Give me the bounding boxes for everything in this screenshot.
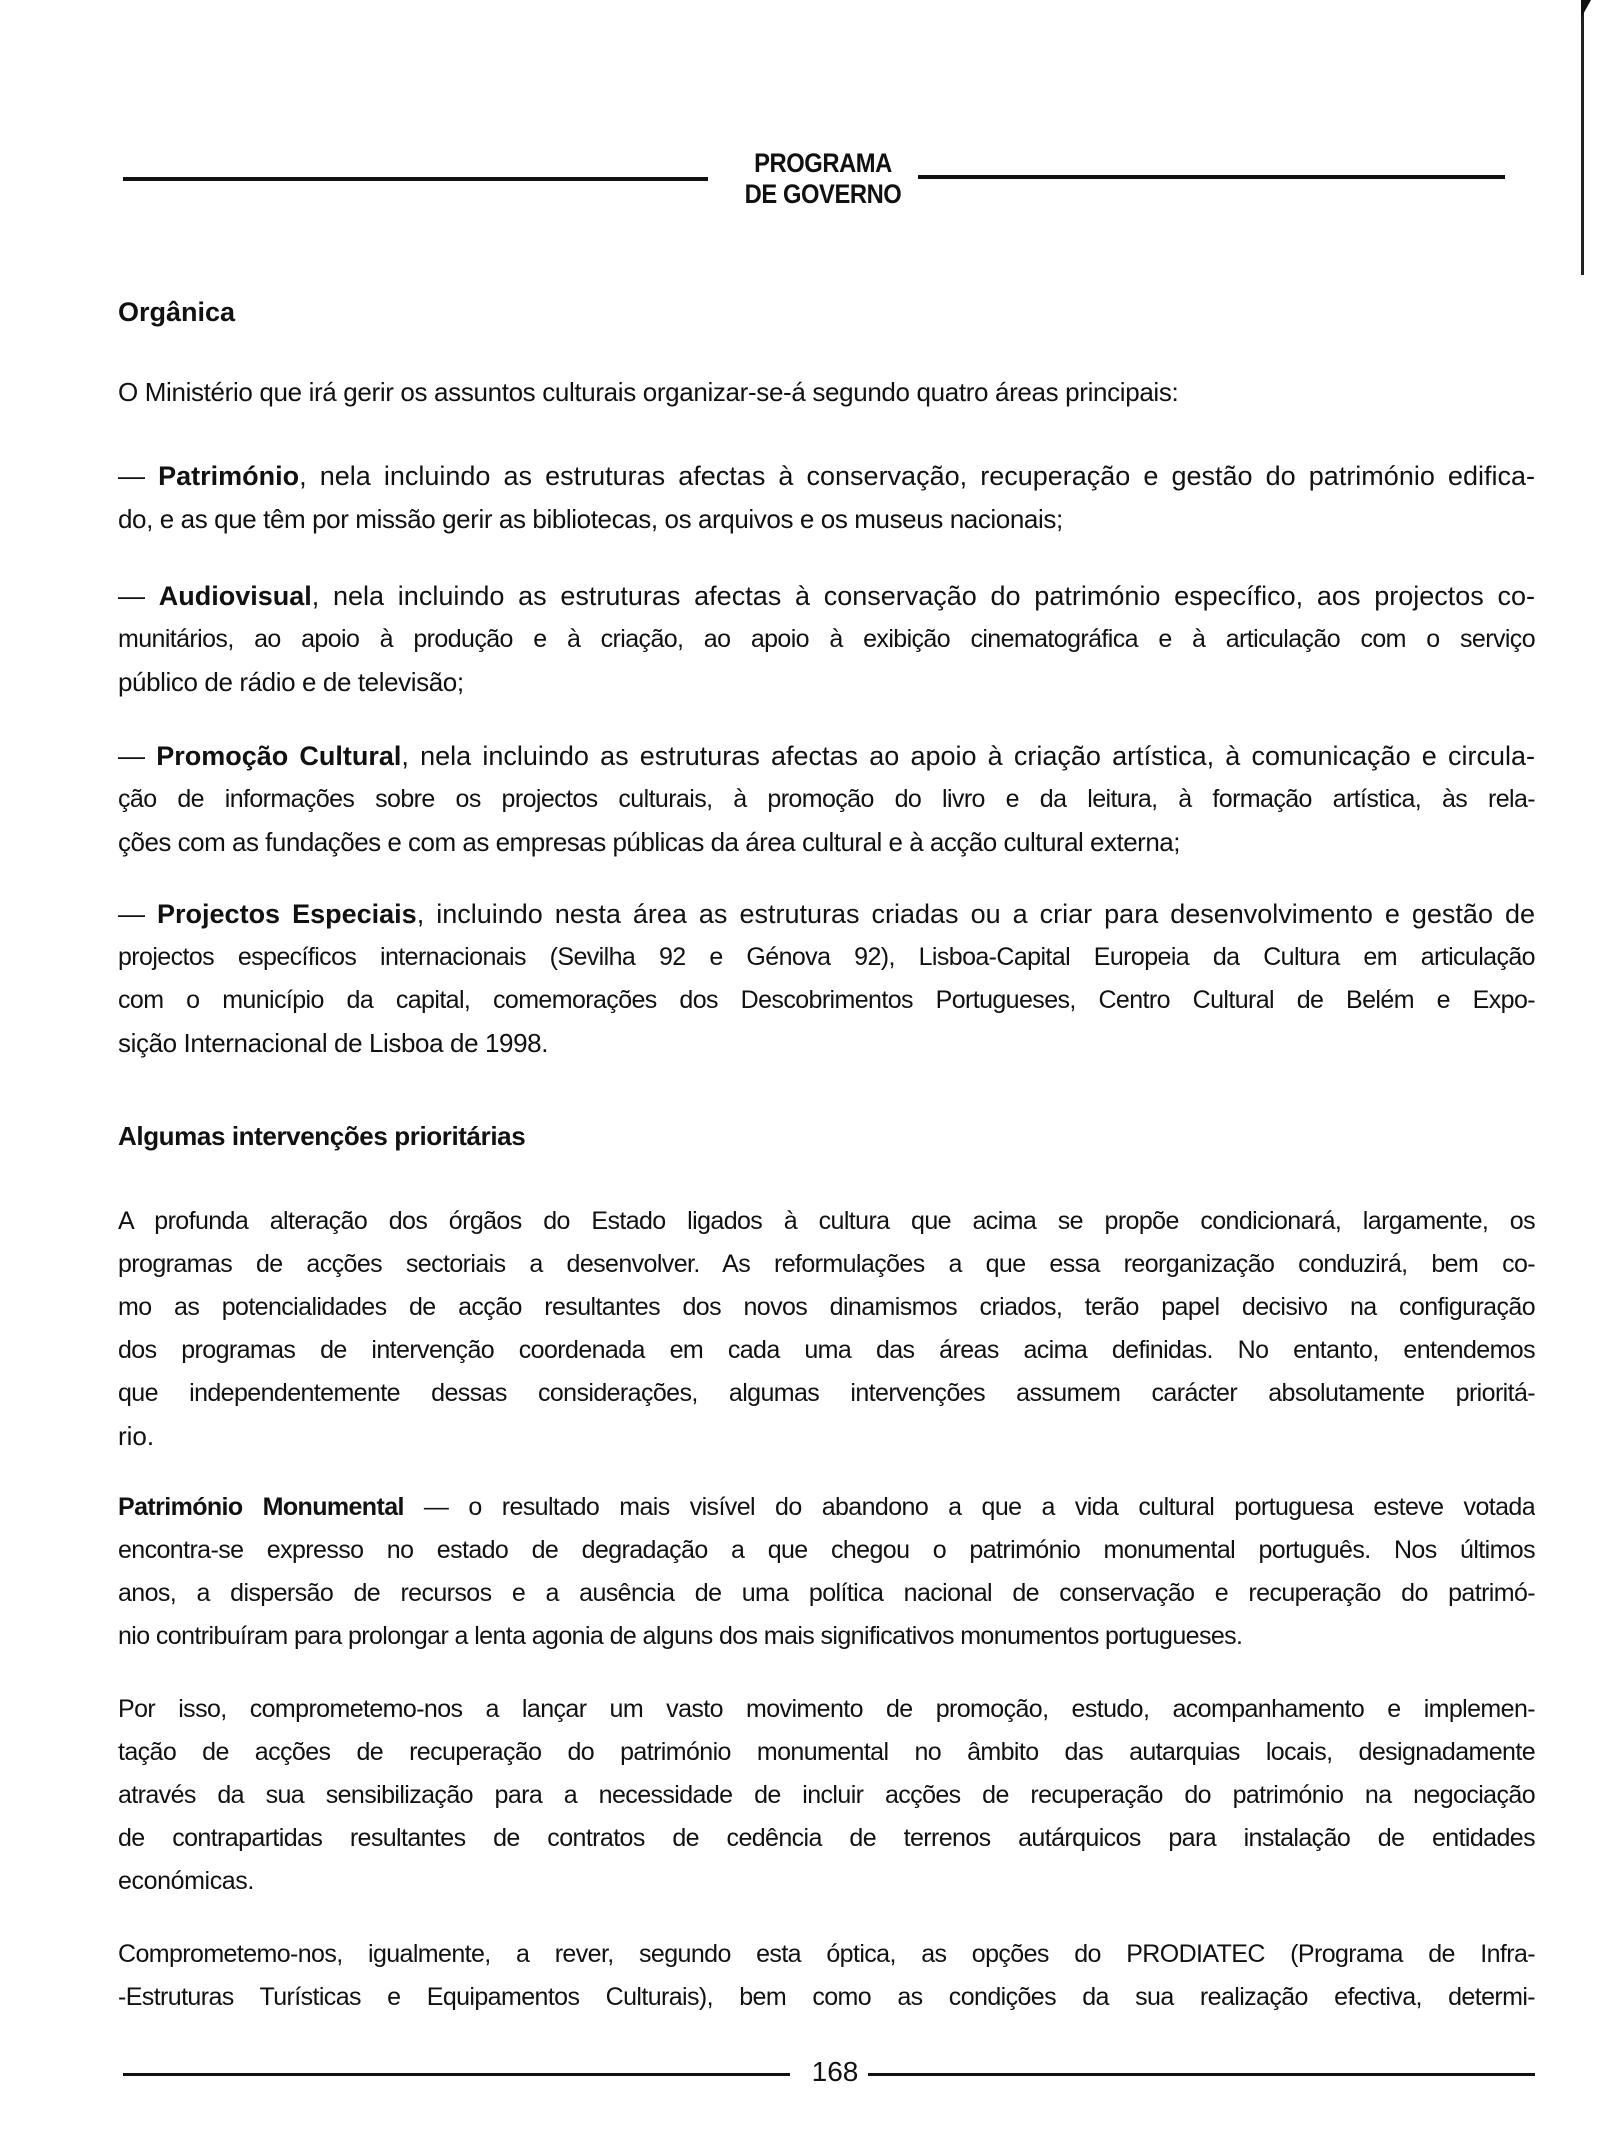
area-promocao-line3: ções com as fundações e com as empresas públicas da área cultural e à acção cultural externa; [118, 827, 1180, 857]
area-patrimonio-line1: — Património, nela incluindo as estruturas afectas à conservação, recuperação e gestão do património edifica- [118, 461, 1535, 491]
area-audiovisual-line3: público de rádio e de televisão; [118, 667, 464, 697]
header-rule-right [918, 175, 1505, 179]
area-projectos-line4: sição Internacional de Lisboa de 1998. [118, 1028, 549, 1058]
area-patrimonio-line2: do, e as que têm por missão gerir as bibliotecas, os arquivos e os museus nacionais; [118, 504, 1063, 534]
area-name: Promoção Cultural [156, 741, 402, 771]
paragraph1-line3: mo as potencialidades de acção resultantes dos novos dinamismos criados, terão papel decisivo na configuração [118, 1293, 1535, 1321]
monumental-line4: nio contribuíram para prolongar a lenta agonia de alguns dos mais significativos monumentos portugueses. [118, 1622, 1243, 1650]
header-title-line1: PROGRAMA [754, 148, 892, 178]
header-title-line2: DE GOVERNO [744, 179, 902, 209]
paragraph1-line1: A profunda alteração dos órgãos do Estado ligados à cultura que acima se propõe condicionará, largamente, os [118, 1207, 1535, 1235]
monumental-label: Património Monumental [118, 1493, 404, 1521]
page-number: 168 [811, 2056, 859, 2087]
footer-rule-left [123, 2073, 790, 2076]
paragraph4-line2: -Estruturas Turísticas e Equipamentos Culturais), bem como as condições da sua realização efectiva, determi- [118, 1983, 1535, 2011]
paragraph1-line4: dos programas de intervenção coordenada em cada uma das áreas acima definidas. No entanto, entendemos [118, 1336, 1535, 1364]
area-audiovisual-line1: — Audiovisual, nela incluindo as estruturas afectas à conservação do património específico, aos projectos co- [118, 581, 1535, 611]
paragraph4-line1: Comprometemo-nos, igualmente, a rever, segundo esta óptica, as opções do PRODIATEC (Programa de Infra- [118, 1940, 1535, 1968]
area-name: Património [158, 461, 300, 491]
paragraph3-line4: de contrapartidas resultantes de contratos de cedência de terrenos autárquicos para instalação de entidades [118, 1824, 1535, 1852]
monumental-line1: Património Monumental — o resultado mais visível do abandono a que a vida cultural portuguesa esteve votada [118, 1493, 1535, 1521]
running-header [731, 148, 916, 210]
header-rule-left [123, 177, 708, 181]
area-promocao-line2: ção de informações sobre os projectos culturais, à promoção do livro e da leitura, à formação artística, às rela- [118, 785, 1535, 813]
monumental-line3: anos, a dispersão de recursos e a ausência de uma política nacional de conservação e recuperação do patrimó- [118, 1579, 1535, 1607]
paragraph3-line5: económicas. [118, 1867, 254, 1895]
paragraph3-line2: tação de acções de recuperação do património monumental no âmbito das autarquias locais, designadamente [118, 1738, 1535, 1766]
section-heading-intervencoes: Algumas intervenções prioritárias [118, 1121, 526, 1151]
paragraph3-line3: através da sua sensibilização para a necessidade de incluir acções de recuperação do património na negociação [118, 1781, 1535, 1809]
paragraph1-line5: que independentemente dessas considerações, algumas intervenções assumem carácter absolutamente prioritá- [118, 1379, 1535, 1407]
scan-edge-corner [1581, 0, 1591, 18]
scan-edge [1581, 0, 1584, 275]
area-promocao-line1: — Promoção Cultural, nela incluindo as estruturas afectas ao apoio à criação artística, à comunicação e circula- [118, 741, 1535, 771]
paragraph3-line1: Por isso, comprometemo-nos a lançar um vasto movimento de promoção, estudo, acompanhamento e implemen- [118, 1695, 1535, 1723]
footer-rule-right [868, 2073, 1535, 2076]
paragraph1-line2: programas de acções sectoriais a desenvolver. As reformulações a que essa reorganização conduzirá, bem co- [118, 1250, 1535, 1278]
area-name: Audiovisual [158, 581, 312, 611]
area-projectos-line3: com o município da capital, comemorações dos Descobrimentos Portugueses, Centro Cultural de Belém e Expo- [118, 986, 1535, 1014]
area-audiovisual-line2: munitários, ao apoio à produção e à criação, ao apoio à exibição cinematográfica e à articulação com o serviço [118, 625, 1535, 653]
intro-paragraph: O Ministério que irá gerir os assuntos culturais organizar-se-á segundo quatro áreas principais: [118, 377, 1179, 407]
area-projectos-line1: — Projectos Especiais, incluindo nesta área as estruturas criadas ou a criar para desenvolvimento e gestão de [118, 899, 1535, 929]
area-projectos-line2: projectos específicos internacionais (Sevilha 92 e Génova 92), Lisboa-Capital Europeia da Cultura em articulação [118, 943, 1535, 971]
area-name: Projectos Especiais [157, 899, 417, 929]
monumental-line2: encontra-se expresso no estado de degradação a que chegou o património monumental português. Nos últimos [118, 1536, 1535, 1564]
paragraph1-line6: rio. [118, 1421, 155, 1451]
section-heading-organica: Orgânica [118, 297, 236, 327]
